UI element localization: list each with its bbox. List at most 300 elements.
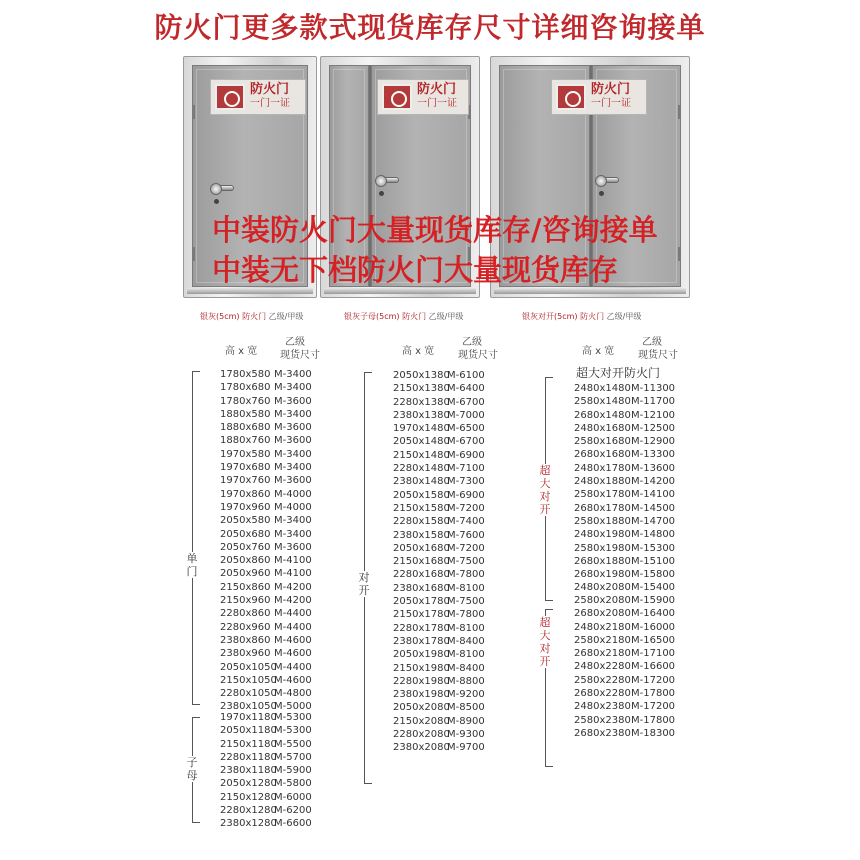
model-code: M-7200 [447,502,485,514]
model-code: M-3400 [274,448,312,460]
table-row [220,581,312,594]
model-code: M-4000 [274,488,312,500]
table-row [574,687,675,700]
header-stock-size: 现货尺寸 [458,350,498,361]
table-row [220,738,312,751]
model-code: M-12500 [631,422,676,434]
model-code: M-5500 [274,738,312,750]
door-size: 2380x1380 [393,409,450,421]
door-size: 1880x680 [220,422,271,434]
table-row [393,728,485,741]
model-code: M-9700 [447,742,485,754]
table-row [393,568,485,581]
model-code: M-6900 [447,449,485,461]
door-size: 2050x1580 [393,489,450,501]
table-row [220,395,312,408]
model-code: M-6700 [447,436,485,448]
header-stock-size: 现货尺寸 [280,350,320,361]
overlay-line-1: 中装防火门大量现货库存/咨询接单 [212,213,658,247]
table-row [393,648,485,661]
model-code: M-5900 [274,765,312,777]
model-code: M-7200 [447,542,485,554]
table-row [574,462,675,475]
model-code: M-15100 [631,555,676,567]
table-row [574,422,675,435]
table-row [220,554,312,567]
fire-door-logo-icon [382,84,412,110]
door-size: 2380x1050 [220,701,277,713]
table-row [574,581,675,594]
model-code: M-6700 [447,396,485,408]
table-row [574,435,675,448]
table-row [220,751,312,764]
model-code: M-14800 [631,529,676,541]
door-size: 1970x1180 [220,712,277,723]
door-size: 2680x2080 [574,608,631,620]
door-size: 2680x2380 [574,727,631,739]
door-size: 2150x1780 [393,609,450,621]
door-size: 2150x1480 [393,449,450,461]
model-code: M-9200 [447,689,485,701]
model-code: M-8500 [447,702,485,714]
model-code: M-16600 [631,661,676,673]
group-label: 超大对开 [539,464,551,516]
door-size: 2150x1580 [393,502,450,514]
table-row [393,529,485,542]
table-row [393,382,485,395]
model-code: M-6900 [447,489,485,501]
table-row [393,475,485,488]
table-row [393,449,485,462]
door-size: 2580x1780 [574,489,631,501]
door-size: 2580x1680 [574,436,631,448]
model-code: M-7100 [447,463,485,475]
model-code: M-7400 [447,516,485,528]
door-size: 1970x580 [220,448,271,460]
door-size: 2280x1180 [220,751,277,763]
door-size: 2280x2080 [393,729,450,741]
table-row [220,687,312,700]
door-size: 2280x960 [220,621,271,633]
model-code: M-8100 [447,582,485,594]
model-code: M-5300 [274,725,312,737]
door-size: 2680x1880 [574,555,631,567]
model-code: M-14200 [631,476,676,488]
table-row [220,501,312,514]
door-size: 2050x1980 [393,649,450,661]
table-row [220,711,312,724]
door-size: 1970x1480 [393,423,450,435]
door-size: 2380x1580 [393,529,450,541]
table-row [393,688,485,701]
model-code: M-18300 [631,727,676,739]
model-code: M-16400 [631,608,676,620]
model-code: M-6600 [274,818,312,830]
size-table-single [220,368,312,714]
model-code: M-11700 [631,396,676,408]
model-code: M-6400 [447,383,485,395]
table-row [574,594,675,607]
door-size: 2280x1380 [393,396,450,408]
door-size: 1780x680 [220,382,271,394]
model-code: M-5700 [274,751,312,763]
door-size: 2480x1780 [574,462,631,474]
model-code: M-5800 [274,778,312,790]
model-code: M-15900 [631,595,676,606]
overlay-line-2: 中装无下档防火门大量现货库存 [212,253,619,287]
door-size: 2680x1680 [574,449,631,461]
model-code: M-9300 [447,729,485,741]
table-row [574,382,675,395]
door-size: 2380x1480 [393,476,450,488]
fire-door-logo-icon [556,84,586,110]
door-size: 2150x1380 [393,383,450,395]
door-size: 1880x580 [220,408,271,420]
door-sign: 防火门 一门一证 [551,79,647,115]
fire-door-logo-icon [215,84,245,110]
model-code: M-17200 [631,674,676,686]
table-row [574,502,675,515]
door-size: 2280x1480 [393,463,450,475]
door-size: 2380x1980 [393,689,450,701]
model-code: M-4400 [274,661,312,673]
model-code: M-8100 [447,649,485,661]
table-row [574,700,675,713]
table-row [574,542,675,555]
door-size: 2380x2080 [393,742,450,754]
door-size: 1970x680 [220,462,271,474]
door-size: 2580x2080 [574,595,631,606]
door-size: 2480x2180 [574,621,631,633]
model-code: M-14500 [631,502,676,514]
model-code: M-3400 [274,462,312,474]
header-dimension: 高 x 宽 [402,346,435,357]
model-code: M-8400 [447,662,485,674]
model-code: M-7000 [447,409,485,421]
table-row [574,515,675,528]
model-code: M-8800 [447,675,485,687]
door-size: 2580x2280 [574,674,631,686]
door-size: 2150x1050 [220,674,277,686]
door-size: 2280x860 [220,608,271,620]
table-row [574,607,675,620]
table-row [574,621,675,634]
model-code: M-4600 [274,674,312,686]
table-row [393,462,485,475]
table-row [393,582,485,595]
table-row [574,488,675,501]
model-code: M-3400 [274,382,312,394]
door-size: 2050x1050 [220,661,277,673]
table-row [393,515,485,528]
table-row [220,514,312,527]
door-size: 2280x1680 [393,569,450,581]
model-code: M-4200 [274,581,312,593]
door-size: 2150x960 [220,595,271,607]
table-row [393,502,485,515]
model-code: M-14700 [631,515,676,527]
table-row [220,634,312,647]
table-row [220,448,312,461]
table-row [220,661,312,674]
table-row [220,408,312,421]
table-row [574,674,675,687]
door-size: 1970x960 [220,501,271,513]
table-row [393,369,485,382]
door-size: 2480x1880 [574,476,631,488]
model-code: M-4600 [274,634,312,646]
door-size: 2680x1480 [574,409,631,421]
header-dimension: 高 x 宽 [225,346,258,357]
model-code: M-12100 [631,409,676,421]
model-code: M-7600 [447,529,485,541]
model-code: M-17800 [631,714,676,726]
model-code: M-8900 [447,715,485,727]
table-row [393,608,485,621]
table-row [574,555,675,568]
door-size: 2150x1980 [393,662,450,674]
header-grade: 乙级 [462,337,482,348]
model-code: M-3600 [274,395,312,407]
table-row [220,777,312,790]
table-row [220,791,312,804]
model-code: M-12900 [631,436,676,448]
header-stock-size: 现货尺寸 [638,350,678,361]
door-size: 2050x860 [220,555,271,567]
table-row [220,434,312,447]
table-row [220,368,312,381]
door-size: 2380x1180 [220,765,277,777]
door-sign: 防火门 一门一证 [210,79,306,115]
model-code: M-4100 [274,568,312,580]
door-size: 1780x580 [220,369,271,380]
door-size: 2050x1180 [220,725,277,737]
door-size: 2050x580 [220,515,271,527]
table-row [393,595,485,608]
table-row [393,422,485,435]
group-label: 子母 [186,756,198,782]
header-grade: 乙级 [642,337,662,348]
table-row [393,635,485,648]
model-code: M-3400 [274,515,312,527]
door-size: 2580x2380 [574,714,631,726]
table-row [574,660,675,673]
door-size: 1970x760 [220,475,271,487]
column-label: 银灰对开(5cm) 防火门 乙级/甲级 [522,312,642,321]
table-row [220,724,312,737]
table-row [220,817,312,830]
model-code: M-3600 [274,422,312,434]
sub-heading: 超大对开防火门 [576,366,661,380]
table-row [220,474,312,487]
header-grade: 乙级 [285,337,305,348]
door-size: 2380x960 [220,648,271,660]
model-code: M-8400 [447,635,485,647]
page-title: 防火门更多款式现货库存尺寸详细咨询接单 [154,11,706,44]
door-size: 2280x1780 [393,622,450,634]
door-size: 2580x1880 [574,515,631,527]
table-row [220,381,312,394]
table-row [220,764,312,777]
table-row [393,715,485,728]
door-size: 2480x2280 [574,661,631,673]
table-row [574,448,675,461]
door-size: 1970x860 [220,488,271,500]
model-code: M-14100 [631,489,676,501]
model-code: M-7500 [447,556,485,568]
door-size: 2480x2380 [574,701,631,713]
table-row [393,675,485,688]
door-size: 2580x2180 [574,634,631,646]
model-code: M-17100 [631,648,676,660]
table-row [393,489,485,502]
door-size: 2050x760 [220,541,271,553]
model-code: M-4600 [274,648,312,660]
door-size: 2050x1780 [393,596,450,608]
table-row [220,647,312,660]
size-table-mother-child [220,711,312,831]
door-size: 2480x2080 [574,582,631,594]
table-row [220,621,312,634]
door-size: 2150x1680 [393,556,450,568]
table-row [393,622,485,635]
table-row [393,409,485,422]
door-size: 2380x860 [220,634,271,646]
model-code: M-7300 [447,476,485,488]
model-code: M-15800 [631,569,676,581]
size-table-double [393,369,485,755]
model-code: M-6200 [274,805,312,817]
group-label: 超大对开 [539,616,551,668]
group-label: 单门 [186,552,198,578]
model-code: M-3400 [274,408,312,420]
door-size: 2680x1780 [574,502,631,514]
door-size: 2050x680 [220,528,271,540]
table-row [393,435,485,448]
table-row [574,568,675,581]
table-row [220,567,312,580]
model-code: M-3400 [274,369,312,380]
table-row [220,488,312,501]
door-size: 2050x960 [220,568,271,580]
door-size: 2680x1980 [574,569,631,581]
model-code: M-5300 [274,712,312,723]
table-row [220,421,312,434]
door-size: 2480x1680 [574,422,631,434]
door-size: 2150x1180 [220,738,277,750]
model-code: M-17800 [631,688,676,700]
door-size: 2050x1680 [393,542,450,554]
table-row [574,727,675,740]
model-code: M-4200 [274,595,312,607]
group-bracket [192,371,193,705]
door-size: 2280x1280 [220,805,277,817]
door-size: 2480x1480 [574,383,631,394]
door-size: 1780x760 [220,395,271,407]
model-code: M-4100 [274,555,312,567]
model-code: M-4800 [274,688,312,700]
table-row [220,607,312,620]
table-row [220,804,312,817]
door-size: 2050x1380 [393,370,450,381]
table-row [220,594,312,607]
table-row [220,674,312,687]
model-code: M-8100 [447,622,485,634]
door-size: 2680x2280 [574,688,631,700]
model-code: M-15300 [631,542,676,554]
door-size: 2580x1980 [574,542,631,554]
door-size: 2050x1480 [393,436,450,448]
door-size: 2150x1280 [220,791,277,803]
door-size: 2380x1780 [393,635,450,647]
door-size: 2280x1580 [393,516,450,528]
model-code: M-6500 [447,423,485,435]
model-code: M-16500 [631,634,676,646]
table-row [393,542,485,555]
table-row [574,528,675,541]
group-label: 对开 [358,571,370,597]
column-label: 银灰子母(5cm) 防火门 乙级/甲级 [344,312,464,321]
model-code: M-7500 [447,596,485,608]
model-code: M-3600 [274,541,312,553]
door-sign: 防火门 一门一证 [377,79,469,115]
table-row [393,396,485,409]
door-size: 2150x860 [220,581,271,593]
model-code: M-17200 [631,701,676,713]
model-code: M-4000 [274,501,312,513]
table-row [393,701,485,714]
door-size: 2580x1480 [574,396,631,408]
model-code: M-3400 [274,528,312,540]
size-table-oversize-1 [574,382,675,595]
table-row [574,634,675,647]
door-size: 2280x1050 [220,688,277,700]
model-code: M-13600 [631,462,676,474]
model-code: M-4400 [274,608,312,620]
model-code: M-5000 [274,701,312,713]
door-size: 2280x1980 [393,675,450,687]
column-label: 银灰(5cm) 防火门 乙级/甲级 [200,312,304,321]
model-code: M-6000 [274,791,312,803]
table-row [393,662,485,675]
door-size: 1880x760 [220,435,271,447]
table-row [220,541,312,554]
door-size: 2380x1280 [220,818,277,830]
door-size: 2380x1680 [393,582,450,594]
door-size: 2050x1280 [220,778,277,790]
door-size: 2050x2080 [393,702,450,714]
model-code: M-11300 [631,383,676,394]
model-code: M-6100 [447,370,485,381]
model-code: M-16000 [631,621,676,633]
model-code: M-15400 [631,582,676,594]
door-size: 2480x1980 [574,529,631,541]
model-code: M-3600 [274,475,312,487]
door-size: 2680x2180 [574,648,631,660]
model-code: M-13300 [631,449,676,461]
model-code: M-7800 [447,569,485,581]
table-row [574,714,675,727]
table-row [574,475,675,488]
table-row [220,461,312,474]
size-table-oversize-2 [574,594,675,740]
table-row [574,409,675,422]
table-row [393,741,485,754]
model-code: M-7800 [447,609,485,621]
model-code: M-4400 [274,621,312,633]
model-code: M-3600 [274,435,312,447]
table-row [574,647,675,660]
